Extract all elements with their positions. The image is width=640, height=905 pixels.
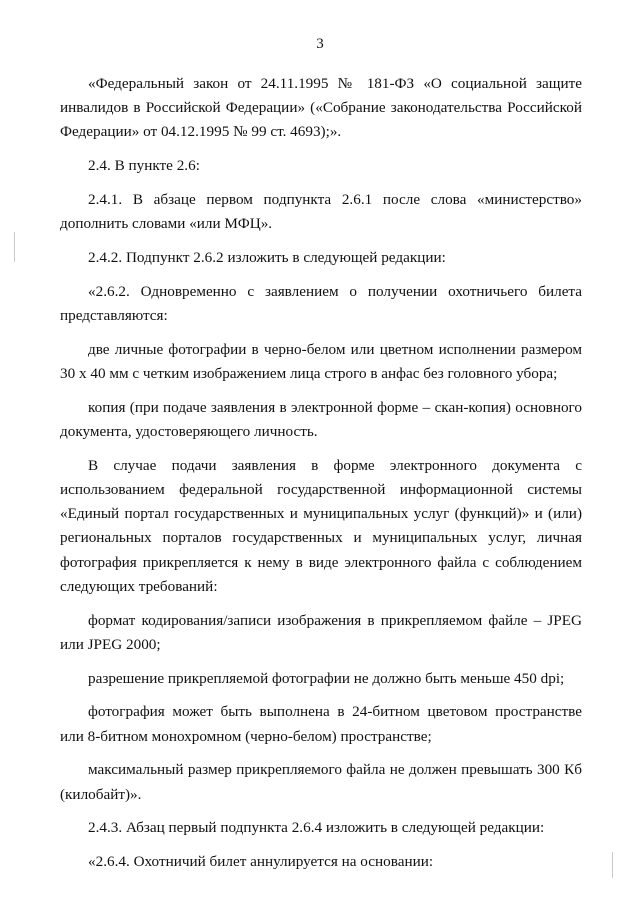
scan-mark-left [14,232,15,262]
paragraph: формат кодирования/записи изображения в прикрепляемом файле – JPEG или JPEG 2000; [60,611,582,653]
paragraph: 2.4.2. Подпункт 2.6.2 изложить в следующей редакции: [88,249,446,266]
paragraph: 2.4.1. В абзаце первом подпункта 2.6.1 после слова «министерство» дополнить словами «или МФЦ». [60,191,582,233]
paragraph: 2.4. В пункте 2.6: [88,157,200,175]
paragraph: В случае подачи заявления в форме электронного документа с использованием федеральной государственной информационной системы «Единый портал государственных и муниципальных услуг (функций)» и (или) региональных порталов государственных и муниципальных услуг, личная фотография прикрепляется к нему в виде электронного файла с соблюдением следующих требований: [60,456,582,595]
paragraph: 2.4.3. Абзац первый подпункта 2.6.4 изложить в следующей редакции: [88,819,545,837]
paragraph: максимальный размер прикрепляемого файла не должен превышать 300 Кб (килобайт)». [60,761,582,803]
paragraph: «2.6.4. Охотничий билет аннулируется на основании: [88,853,434,871]
document-body [60,72,582,884]
paragraph: разрешение прикрепляемой фотографии не должно быть меньше 450 dpi; [88,669,565,687]
paragraph: две личные фотографии в черно-белом или цветном исполнении размером 30 х 40 мм с четким изображением лица строго в анфас без головного убора; [60,340,582,382]
paragraph: «Федеральный закон от 24.11.1995 № 181-ФЗ «О социальной защите инвалидов в Российской Федерации» («Собрание законодательства Российской Федерации» от 04.12.1995 № 99 ст. 4693);». [60,75,582,141]
scan-mark-right [612,852,613,878]
page-number: 3 [316,36,324,52]
paragraph: фотография может быть выполнена в 24-битном цветовом пространстве или 8-битном монохромном (черно-белом) пространстве; [60,703,582,745]
paragraph: «2.6.2. Одновременно с заявлением о получении охотничьего билета представляются: [60,282,582,324]
paragraph: копия (при подаче заявления в электронной форме – скан-копия) основного документа, удостоверяющего личность. [60,398,582,440]
